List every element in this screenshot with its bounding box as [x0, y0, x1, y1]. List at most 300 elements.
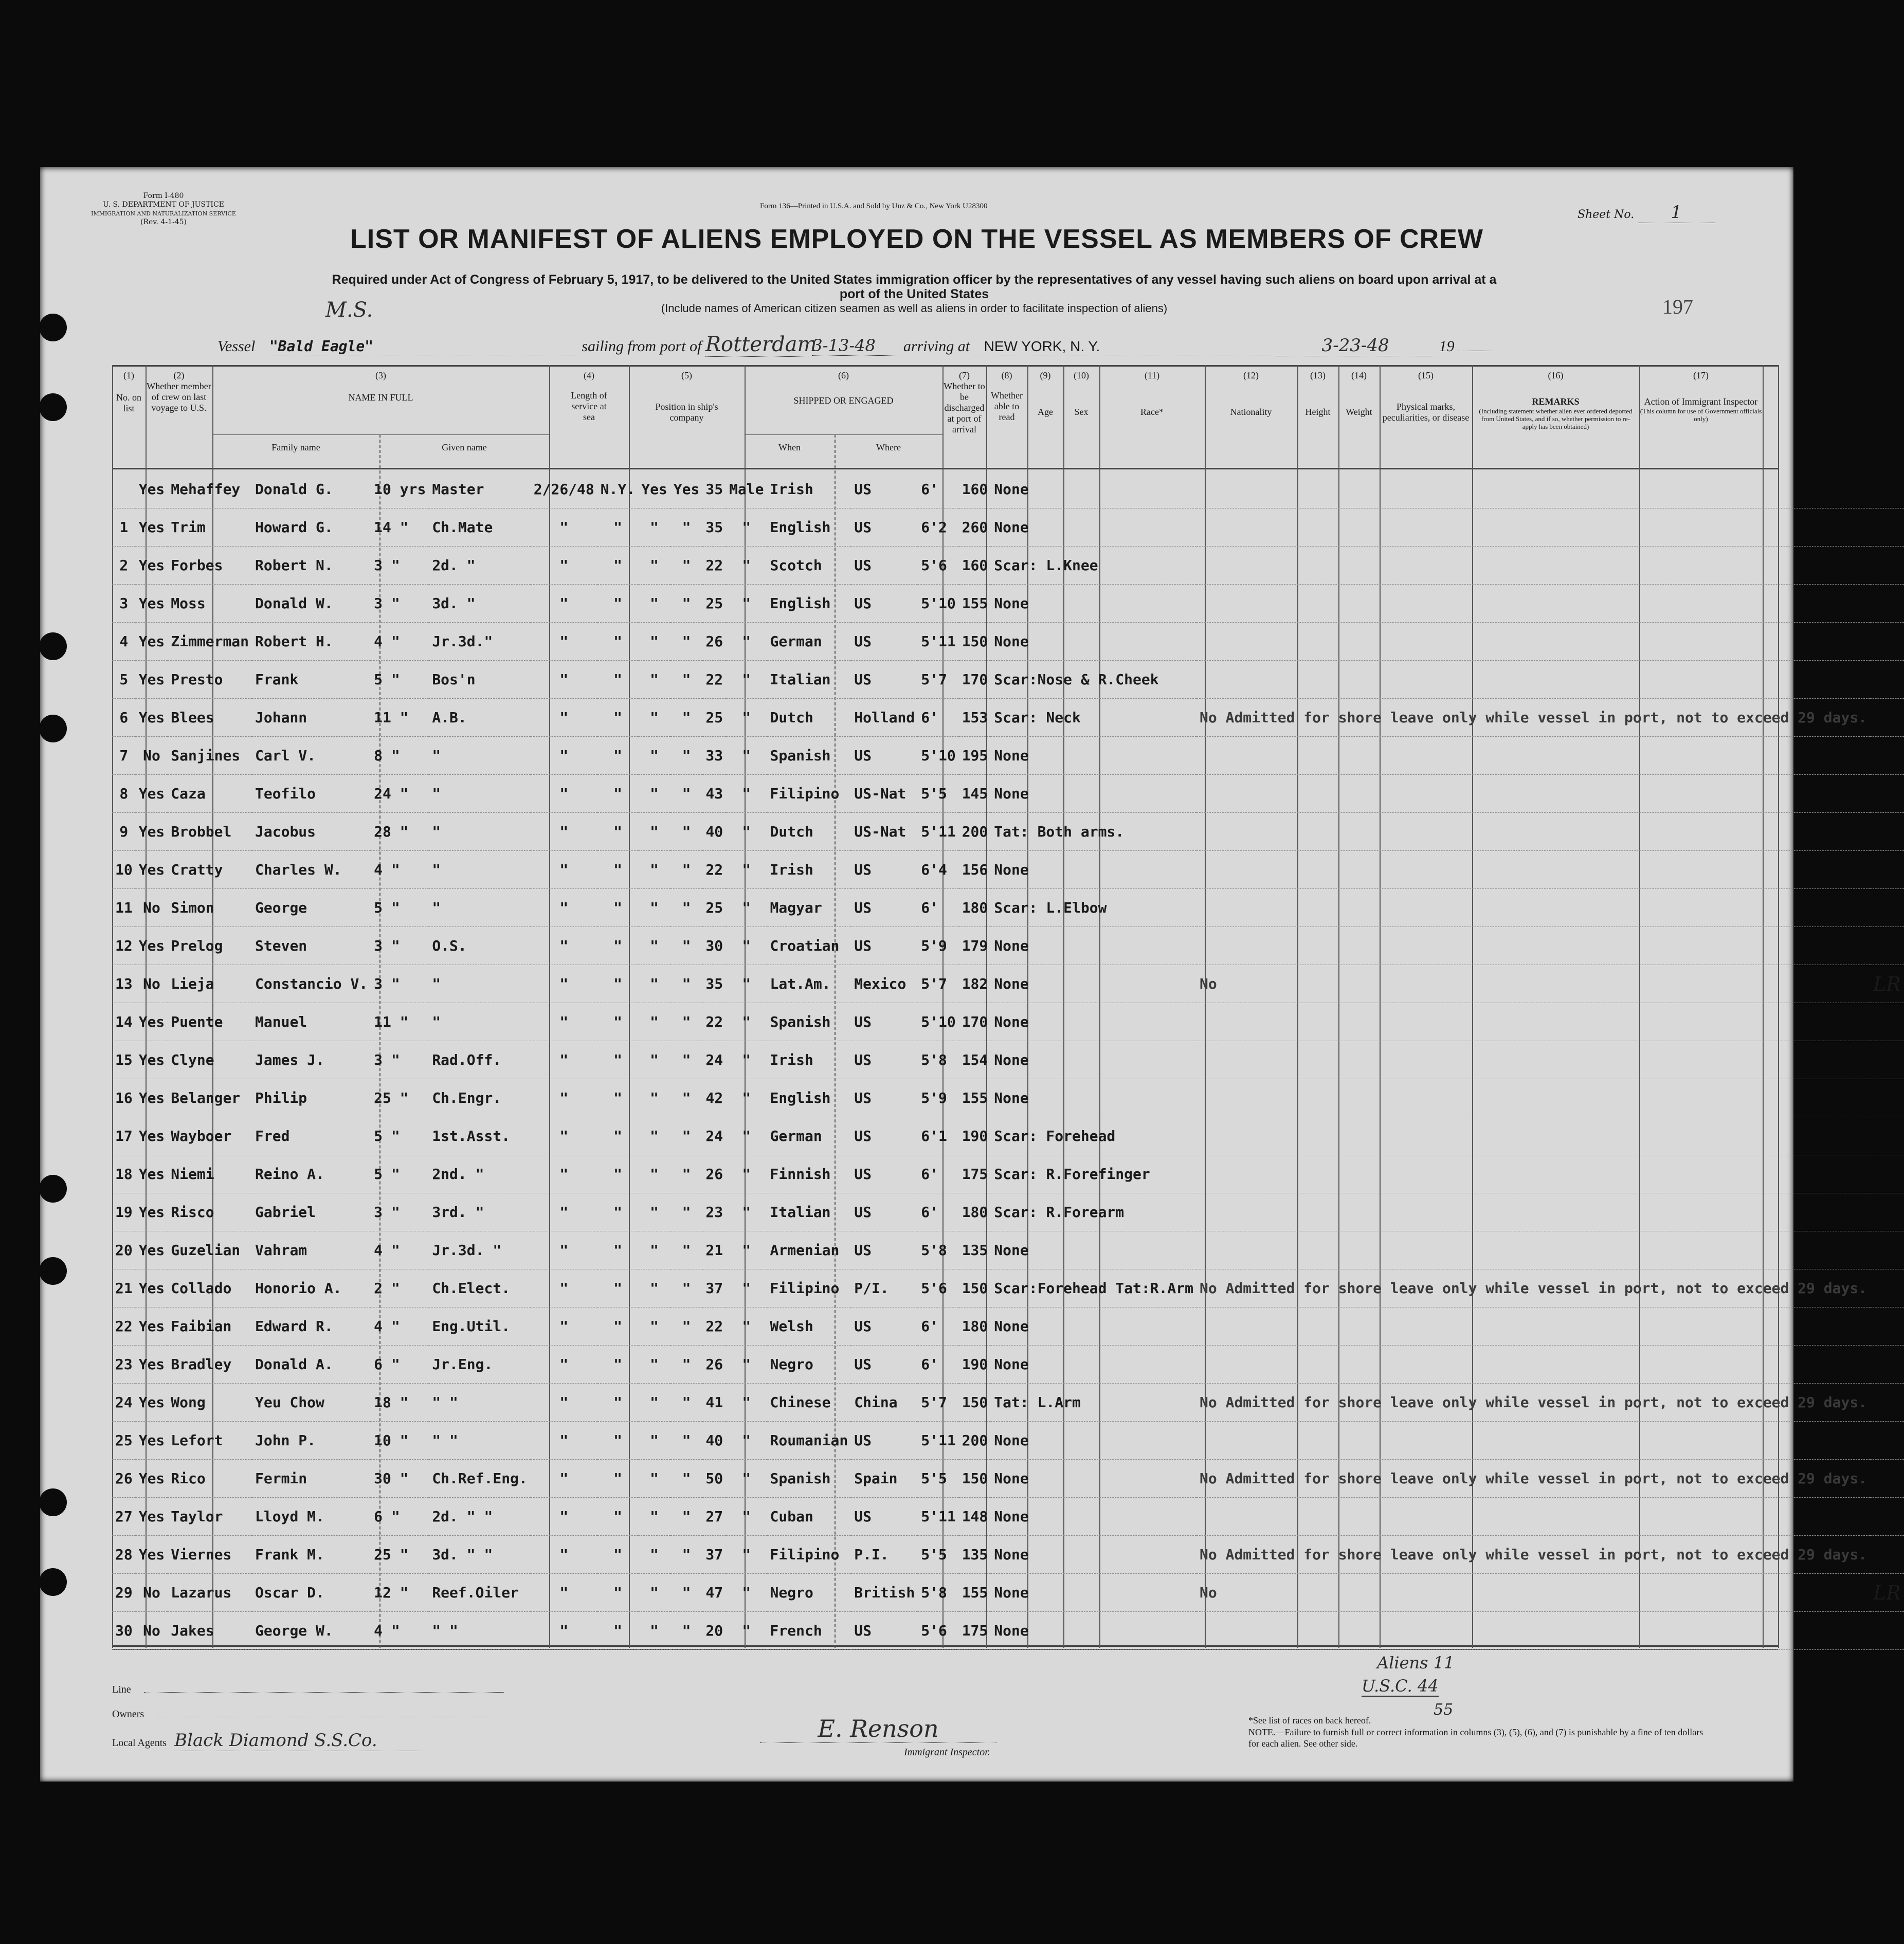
- cell-service: 18 ": [371, 1384, 429, 1422]
- cell-nationality: Mexico: [851, 965, 918, 1003]
- cell-age: 26: [702, 1155, 726, 1193]
- cell-action: [1870, 1041, 1904, 1079]
- cell-discharge: ": [638, 1003, 670, 1041]
- cell-read: ": [670, 965, 703, 1003]
- cell-age: 25: [702, 585, 726, 623]
- agency-line: U. S. DEPARTMENT OF JUSTICE: [103, 201, 224, 209]
- cell-service: 5 ": [371, 1117, 429, 1155]
- cell-height: 6'1: [918, 1117, 958, 1155]
- cell-prev: No: [136, 965, 168, 1003]
- subheader-rule-shipped: [745, 434, 942, 435]
- cell-physical: None: [991, 1574, 1196, 1612]
- cell-when: ": [531, 547, 597, 585]
- cell-where: ": [597, 1498, 638, 1536]
- cell-prev: Yes: [136, 661, 168, 699]
- cell-action: [1870, 1269, 1904, 1307]
- cell-age: 22: [702, 1307, 726, 1346]
- cell-service: 2 ": [371, 1269, 429, 1307]
- cell-family: Trim: [168, 508, 252, 547]
- cell-nationality: Holland: [851, 699, 918, 737]
- table-row: [112, 1155, 1904, 1193]
- cell-physical: Scar:Forehead Tat:R.Arm: [991, 1269, 1196, 1307]
- cell-height: 5'5: [918, 775, 958, 813]
- cell-age: 22: [702, 1003, 726, 1041]
- col-header-when: When: [778, 442, 801, 452]
- cell-read: Yes: [670, 470, 703, 508]
- cell-nationality: US: [851, 1498, 918, 1536]
- col-header-height: (13) Height: [1305, 370, 1331, 417]
- cell-remarks: [1196, 508, 1870, 547]
- col-header-discharge: (7) Whether to be discharged at port of arrival: [944, 370, 985, 434]
- cell-when: ": [531, 889, 597, 927]
- agency-block: [86, 192, 241, 227]
- cell-nationality: Spain: [851, 1460, 918, 1498]
- cell-race: Italian: [767, 1193, 851, 1231]
- cell-family: Lefort: [168, 1422, 252, 1460]
- cell-when: ": [531, 1003, 597, 1041]
- cell-action: [1870, 1193, 1904, 1231]
- table-row: [112, 1193, 1904, 1231]
- cell-discharge: ": [638, 1231, 670, 1269]
- cell-service: 25 ": [371, 1536, 429, 1574]
- cell-weight: 170: [959, 1003, 991, 1041]
- cell-nationality: US-Nat: [851, 775, 918, 813]
- cell-height: 6'4: [918, 851, 958, 889]
- cell-sex: ": [726, 1079, 767, 1117]
- col-header-age: (9) Age: [1038, 370, 1053, 417]
- cell-read: ": [670, 927, 703, 965]
- cell-discharge: ": [638, 737, 670, 775]
- cell-when: ": [531, 508, 597, 547]
- cell-race: Dutch: [767, 699, 851, 737]
- cell-action: [1870, 661, 1904, 699]
- cell-no: 29: [112, 1574, 136, 1612]
- cell-discharge: ": [638, 1117, 670, 1155]
- cell-family: Moss: [168, 585, 252, 623]
- cell-sex: ": [726, 737, 767, 775]
- cell-height: 6': [918, 1307, 958, 1346]
- sheet-number: [1577, 202, 1715, 223]
- cell-no: 4: [112, 623, 136, 661]
- cell-when: ": [531, 965, 597, 1003]
- cell-height: 5'7: [918, 661, 958, 699]
- cell-family: Presto: [168, 661, 252, 699]
- cell-service: 12 ": [371, 1574, 429, 1612]
- cell-when: ": [531, 1269, 597, 1307]
- cell-when: ": [531, 775, 597, 813]
- cell-weight: 135: [959, 1536, 991, 1574]
- cell-family: Prelog: [168, 927, 252, 965]
- cell-race: Lat.Am.: [767, 965, 851, 1003]
- cell-no: 21: [112, 1269, 136, 1307]
- cell-height: 5'5: [918, 1536, 958, 1574]
- cell-service: 8 ": [371, 737, 429, 775]
- cell-remarks: No Admitted for shore leave only while vessel in port, not to exceed 29 days.: [1196, 1269, 1870, 1307]
- cell-read: ": [670, 1536, 703, 1574]
- cell-height: 5'7: [918, 965, 958, 1003]
- cell-remarks: [1196, 737, 1870, 775]
- cell-family: Wayboer: [168, 1117, 252, 1155]
- col-header-family-name: Family name: [271, 442, 320, 452]
- cell-no: 17: [112, 1117, 136, 1155]
- punch-hole: [39, 632, 67, 660]
- cell-where: ": [597, 1269, 638, 1307]
- table-row: [112, 623, 1904, 661]
- cell-race: Spanish: [767, 1003, 851, 1041]
- cell-physical: None: [991, 1460, 1196, 1498]
- agents-value: Black Diamond S.S.Co.: [174, 1730, 431, 1751]
- cell-sex: ": [726, 508, 767, 547]
- cell-prev: Yes: [136, 470, 168, 508]
- cell-nationality: US: [851, 547, 918, 585]
- cell-given: Philip: [252, 1079, 371, 1117]
- cell-no: 16: [112, 1079, 136, 1117]
- cell-discharge: ": [638, 699, 670, 737]
- cell-weight: 145: [959, 775, 991, 813]
- cell-position: Rad.Off.: [429, 1041, 530, 1079]
- cell-service: 10 ": [371, 1422, 429, 1460]
- cell-discharge: ": [638, 1384, 670, 1422]
- table-row: [112, 813, 1904, 851]
- cell-family: Wong: [168, 1384, 252, 1422]
- cell-sex: ": [726, 1612, 767, 1650]
- cell-age: 26: [702, 1346, 726, 1384]
- col-header-remarks: (16) REMARKS (Including statement whether alien ever ordered deported from United States, and if so, whether permission to re-apply has been obtained): [1479, 370, 1633, 430]
- cell-family: Collado: [168, 1269, 252, 1307]
- cell-physical: None: [991, 1003, 1196, 1041]
- table-row: [112, 851, 1904, 889]
- cell-position: ": [429, 965, 530, 1003]
- cell-nationality: US: [851, 1193, 918, 1231]
- cell-age: 35: [702, 965, 726, 1003]
- table-row: [112, 889, 1904, 927]
- table-row: [112, 1536, 1904, 1574]
- cell-service: 3 ": [371, 965, 429, 1003]
- cell-sex: ": [726, 1269, 767, 1307]
- cell-service: 10 yrs: [371, 470, 429, 508]
- cell-where: ": [597, 1384, 638, 1422]
- cell-position: Reef.Oiler: [429, 1574, 530, 1612]
- cell-age: 47: [702, 1574, 726, 1612]
- cell-action: [1870, 623, 1904, 661]
- cell-weight: 155: [959, 1079, 991, 1117]
- cell-age: 37: [702, 1269, 726, 1307]
- punch-hole: [39, 1568, 67, 1596]
- cell-nationality: US: [851, 1307, 918, 1346]
- cell-no: 11: [112, 889, 136, 927]
- cell-physical: None: [991, 737, 1196, 775]
- cell-read: ": [670, 661, 703, 699]
- cell-action: [1870, 1536, 1904, 1574]
- include-line: (Include names of American citizen seamen as well as aliens in order to facilitate inspection of aliens): [661, 302, 1168, 315]
- cell-height: 6': [918, 470, 958, 508]
- cell-sex: ": [726, 585, 767, 623]
- cell-age: 25: [702, 889, 726, 927]
- sheet-value: 1: [1638, 202, 1715, 223]
- punch-hole: [39, 715, 67, 742]
- cell-position: 3rd. ": [429, 1193, 530, 1231]
- cell-no: [112, 470, 136, 508]
- cell-sex: ": [726, 1231, 767, 1269]
- cell-race: English: [767, 508, 851, 547]
- agency-line: (Rev. 4-1-45): [140, 218, 187, 226]
- cell-weight: 148: [959, 1498, 991, 1536]
- cell-where: ": [597, 927, 638, 965]
- cell-service: 4 ": [371, 1307, 429, 1346]
- cell-when: ": [531, 1231, 597, 1269]
- cell-physical: Scar: Neck: [991, 699, 1196, 737]
- cell-service: 3 ": [371, 1041, 429, 1079]
- cell-race: English: [767, 1079, 851, 1117]
- cell-physical: Scar: L.Elbow: [991, 889, 1196, 927]
- cell-where: ": [597, 1117, 638, 1155]
- cell-race: Dutch: [767, 813, 851, 851]
- cell-discharge: ": [638, 1422, 670, 1460]
- cell-sex: ": [726, 661, 767, 699]
- cell-position: 3d. " ": [429, 1536, 530, 1574]
- cell-discharge: ": [638, 889, 670, 927]
- cell-service: 5 ": [371, 889, 429, 927]
- cell-discharge: ": [638, 927, 670, 965]
- cell-remarks: [1196, 470, 1870, 508]
- cell-position: ": [429, 737, 530, 775]
- cell-weight: 175: [959, 1155, 991, 1193]
- cell-no: 15: [112, 1041, 136, 1079]
- cell-prev: Yes: [136, 585, 168, 623]
- cell-where: ": [597, 965, 638, 1003]
- cell-where: ": [597, 1041, 638, 1079]
- cell-weight: 150: [959, 1269, 991, 1307]
- cell-action: [1870, 1117, 1904, 1155]
- cell-position: 2nd. ": [429, 1155, 530, 1193]
- cell-weight: 200: [959, 1422, 991, 1460]
- cell-read: ": [670, 775, 703, 813]
- cell-age: 27: [702, 1498, 726, 1536]
- cell-discharge: ": [638, 1498, 670, 1536]
- cell-height: 5'9: [918, 1079, 958, 1117]
- header-rule: [112, 468, 1778, 469]
- cell-read: ": [670, 508, 703, 547]
- cell-prev: Yes: [136, 547, 168, 585]
- cell-family: Belanger: [168, 1079, 252, 1117]
- cell-nationality: US: [851, 661, 918, 699]
- cell-read: ": [670, 1041, 703, 1079]
- cell-action: [1870, 547, 1904, 585]
- cell-sex: ": [726, 1307, 767, 1346]
- cell-height: 5'6: [918, 547, 958, 585]
- cell-height: 5'11: [918, 1498, 958, 1536]
- cell-weight: 180: [959, 1307, 991, 1346]
- cell-discharge: ": [638, 1346, 670, 1384]
- cell-where: ": [597, 851, 638, 889]
- cell-physical: Scar: L.Knee: [991, 547, 1196, 585]
- cell-physical: None: [991, 1536, 1196, 1574]
- cell-sex: ": [726, 1422, 767, 1460]
- cell-where: ": [597, 1003, 638, 1041]
- cell-service: 4 ": [371, 1612, 429, 1650]
- cell-discharge: ": [638, 1460, 670, 1498]
- cell-when: ": [531, 1536, 597, 1574]
- cell-prev: Yes: [136, 623, 168, 661]
- table-row: [112, 1041, 1904, 1079]
- page-stamp: 197: [1662, 295, 1693, 318]
- cell-prev: Yes: [136, 1155, 168, 1193]
- table-row: [112, 737, 1904, 775]
- cell-given: Steven: [252, 927, 371, 965]
- cell-read: ": [670, 1231, 703, 1269]
- cell-nationality: P.I.: [851, 1536, 918, 1574]
- cell-family: Faibian: [168, 1307, 252, 1346]
- cell-physical: Scar: Forehead: [991, 1117, 1196, 1155]
- cell-action: [1870, 1612, 1904, 1650]
- cell-weight: 135: [959, 1231, 991, 1269]
- cell-discharge: ": [638, 1193, 670, 1231]
- cell-race: Chinese: [767, 1384, 851, 1422]
- cell-weight: 195: [959, 737, 991, 775]
- cell-no: 12: [112, 927, 136, 965]
- table-row: [112, 1231, 1904, 1269]
- cell-weight: 182: [959, 965, 991, 1003]
- cell-no: 3: [112, 585, 136, 623]
- cell-read: ": [670, 813, 703, 851]
- required-line-2: port of the United States: [839, 287, 989, 301]
- cell-race: French: [767, 1612, 851, 1650]
- col-header-given-name: Given name: [442, 442, 487, 452]
- cell-weight: 155: [959, 585, 991, 623]
- cell-race: German: [767, 623, 851, 661]
- cell-when: ": [531, 623, 597, 661]
- cell-physical: None: [991, 1422, 1196, 1460]
- cell-nationality: US: [851, 1612, 918, 1650]
- cell-position: Eng.Util.: [429, 1307, 530, 1346]
- cell-age: 42: [702, 1079, 726, 1117]
- cell-read: ": [670, 623, 703, 661]
- cell-nationality: US: [851, 737, 918, 775]
- cell-weight: 153: [959, 699, 991, 737]
- cell-given: George: [252, 889, 371, 927]
- punch-hole: [39, 1488, 67, 1516]
- cell-given: Gabriel: [252, 1193, 371, 1231]
- cell-read: ": [670, 1612, 703, 1650]
- cell-remarks: No: [1196, 965, 1870, 1003]
- cell-prev: Yes: [136, 1384, 168, 1422]
- cell-position: Ch.Ref.Eng.: [429, 1460, 530, 1498]
- cell-family: Sanjines: [168, 737, 252, 775]
- cell-nationality: US: [851, 1003, 918, 1041]
- cell-no: 26: [112, 1460, 136, 1498]
- vessel-line: [217, 333, 1494, 357]
- cell-discharge: ": [638, 1612, 670, 1650]
- cell-action: [1870, 889, 1904, 927]
- col-header-action: (17) Action of Immigrant Inspector (This column for use of Government officials only): [1640, 370, 1762, 423]
- cell-nationality: US: [851, 508, 918, 547]
- cell-discharge: ": [638, 547, 670, 585]
- cell-weight: 160: [959, 547, 991, 585]
- cell-service: 14 ": [371, 508, 429, 547]
- cell-where: ": [597, 1193, 638, 1231]
- cell-remarks: No Admitted for shore leave only while vessel in port, not to exceed 29 days.: [1196, 1536, 1870, 1574]
- cell-action: [1870, 813, 1904, 851]
- cell-age: 20: [702, 1612, 726, 1650]
- cell-position: ": [429, 889, 530, 927]
- cell-no: 5: [112, 661, 136, 699]
- cell-prev: Yes: [136, 1231, 168, 1269]
- cell-given: Donald A.: [252, 1346, 371, 1384]
- cell-position: " ": [429, 1612, 530, 1650]
- cell-age: 40: [702, 1422, 726, 1460]
- col-header-name: (3) NAME IN FULL: [348, 370, 413, 403]
- cell-prev: Yes: [136, 1460, 168, 1498]
- cell-age: 21: [702, 1231, 726, 1269]
- cell-race: Irish: [767, 470, 851, 508]
- cell-when: ": [531, 1498, 597, 1536]
- cell-sex: ": [726, 889, 767, 927]
- punch-hole: [39, 1175, 67, 1203]
- cell-age: 22: [702, 851, 726, 889]
- cell-where: N.Y.: [597, 470, 638, 508]
- cell-age: 40: [702, 813, 726, 851]
- cell-height: 5'10: [918, 585, 958, 623]
- cell-height: 5'5: [918, 1460, 958, 1498]
- cell-position: O.S.: [429, 927, 530, 965]
- cell-when: ": [531, 1422, 597, 1460]
- agents-label: Local Agents Black Diamond S.S.Co.: [112, 1730, 431, 1751]
- cell-given: Oscar D.: [252, 1574, 371, 1612]
- cell-prev: Yes: [136, 927, 168, 965]
- cell-sex: ": [726, 1117, 767, 1155]
- cell-remarks: [1196, 1193, 1870, 1231]
- cell-when: ": [531, 1155, 597, 1193]
- cell-height: 5'11: [918, 1422, 958, 1460]
- cell-position: Jr.3d.": [429, 623, 530, 661]
- cell-action: [1870, 1422, 1904, 1460]
- cell-discharge: ": [638, 508, 670, 547]
- cell-when: ": [531, 585, 597, 623]
- cell-family: Mehaffey: [168, 470, 252, 508]
- cell-given: Teofilo: [252, 775, 371, 813]
- cell-remarks: No: [1196, 1574, 1870, 1612]
- cell-given: Donald G.: [252, 470, 371, 508]
- tally-usc: U.S.C. 44: [1362, 1676, 1439, 1696]
- table-row: [112, 470, 1904, 508]
- table-row: [112, 699, 1904, 737]
- cell-nationality: US: [851, 585, 918, 623]
- cell-remarks: [1196, 661, 1870, 699]
- cell-physical: None: [991, 1498, 1196, 1536]
- cell-weight: 180: [959, 889, 991, 927]
- cell-position: ": [429, 813, 530, 851]
- cell-action: [1870, 1498, 1904, 1536]
- manifest-title: LIST OR MANIFEST OF ALIENS EMPLOYED ON THE VESSEL AS MEMBERS OF CREW: [350, 224, 1483, 254]
- sheet-label: Sheet No.: [1577, 208, 1635, 221]
- cell-sex: ": [726, 927, 767, 965]
- cell-physical: Scar: R.Forefinger: [991, 1155, 1196, 1193]
- cell-height: 6': [918, 889, 958, 927]
- cell-age: 22: [702, 661, 726, 699]
- cell-remarks: [1196, 1041, 1870, 1079]
- cell-physical: None: [991, 623, 1196, 661]
- cell-race: Armenian: [767, 1231, 851, 1269]
- cell-nationality: US: [851, 1422, 918, 1460]
- cell-position: Master: [429, 470, 530, 508]
- cell-prev: Yes: [136, 1041, 168, 1079]
- cell-sex: ": [726, 1460, 767, 1498]
- cell-read: ": [670, 737, 703, 775]
- cell-service: 3 ": [371, 927, 429, 965]
- cell-remarks: [1196, 1079, 1870, 1117]
- cell-discharge: ": [638, 775, 670, 813]
- cell-physical: None: [991, 1041, 1196, 1079]
